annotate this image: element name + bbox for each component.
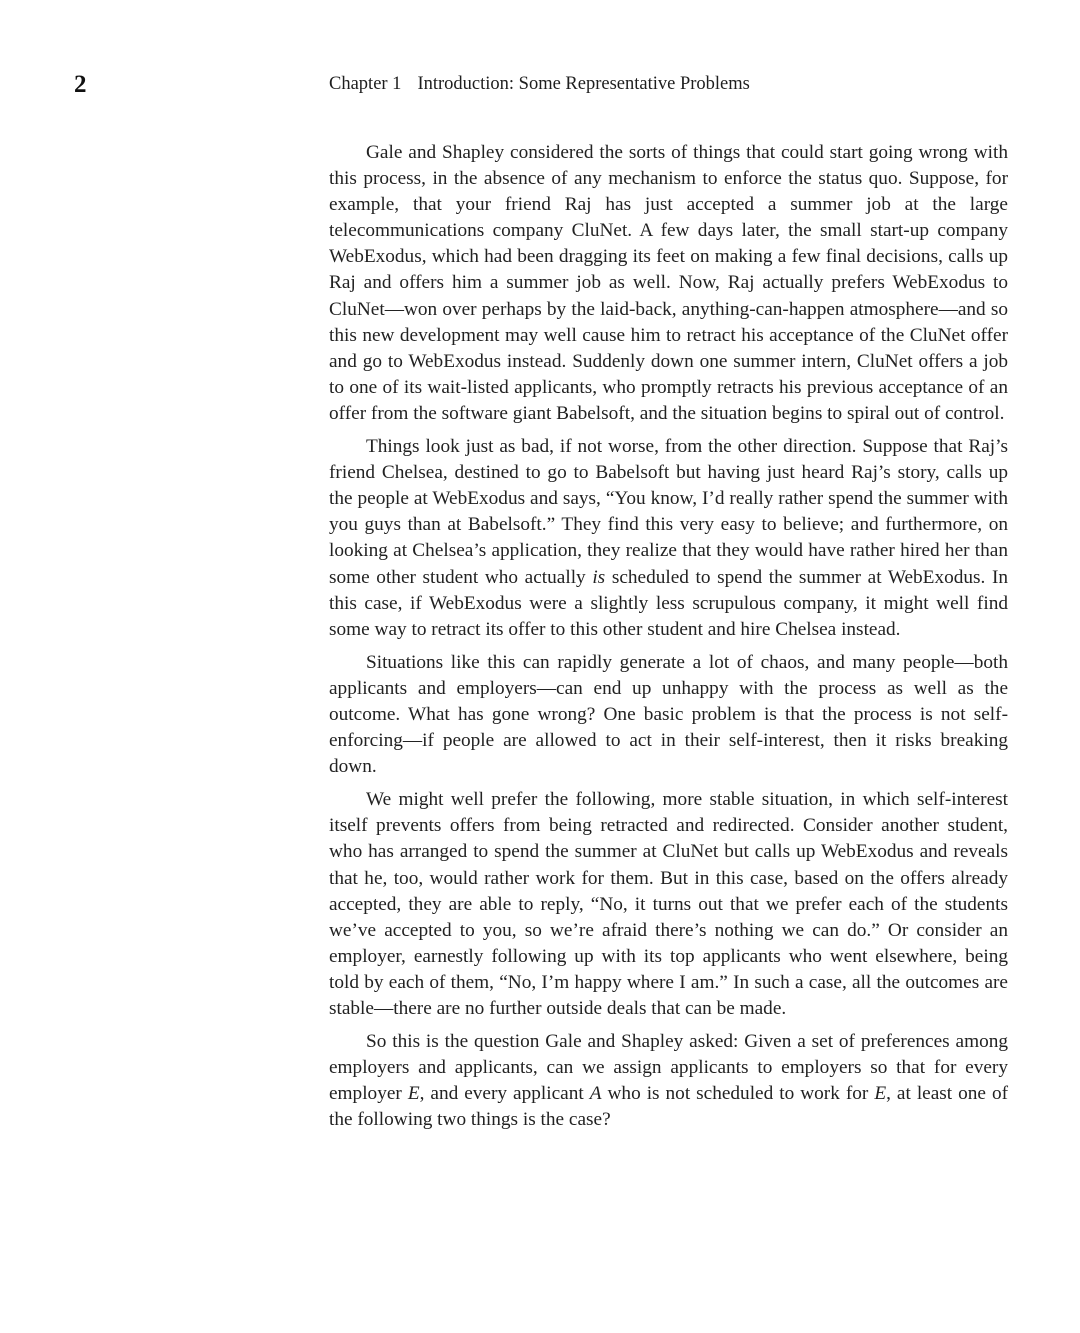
variable-e: E <box>874 1083 887 1105</box>
emphasis-is: is <box>592 566 606 588</box>
variable-e: E <box>407 1083 420 1105</box>
paragraph-5-part-4: , at least one of the following two things is the case? <box>329 1083 1009 1131</box>
paragraph-5-part-2: , and every applicant <box>419 1083 584 1105</box>
paragraph-2-part-2: scheduled to spend the summer at WebExodus. In this case, if WebExodus were a slightly less scrupulous company, it might well find some way to retract its offer to this other student and hire Chelsea instead. <box>329 566 1009 640</box>
body-text <box>329 140 1008 1133</box>
paragraph-3: Situations like this can rapidly generate a lot of chaos, and many people—both applicants and employers—can end up unhappy with the process as well as the outcome. What has gone wrong? One basic problem is that the process is not self-enforcing—if people are allowed to act in their self-interest, then it risks breaking down. <box>329 651 1008 778</box>
paragraph-1: Gale and Shapley considered the sorts of things that could start going wrong with this process, in the absence of any mechanism to enforce the status quo. Suppose, for example, that your friend Raj has just accepted a summer job at the large telecommunications company CluNet. A few days later, the small start-up company WebExodus, which had been dragging its feet on making a few final decisions, calls up Raj and offers him a summer job as well. Now, Raj actually prefers WebExodus to CluNet—won over perhaps by the laid-back, anything-can-happen atmosphere—and so this new development may well cause him to retract his acceptance of the CluNet offer and go to WebExodus instead. Suddenly down one summer intern, CluNet offers a job to one of its wait-listed applicants, who promptly retracts his previous acceptance of an offer from the software giant Babelsoft, and the situation begins to spiral out of control. <box>329 142 1008 424</box>
paragraph-4: We might well prefer the following, more stable situation, in which self-interest itself prevents offers from being retracted and redirected. Consider another student, who has arranged to spend the summer at CluNet but calls up WebExodus and reveals that he, too, would rather work for them. But in this case, based on the offers already accepted, they are able to reply, “No, it turns out that we prefer each of the students we’ve accepted to you, so we’re afraid there’s nothing we can do.” Or consider an employer, earnestly following up with its top applicants who went elsewhere, being told by each of them, “No, I’m happy where I am.” In such a case, all the outcomes are stable—there are no further outside deals that can be made. <box>329 789 1008 1019</box>
chapter-label: Chapter 1 <box>329 74 402 94</box>
paragraph-2-part-1: Things look just as bad, if not worse, from the other direction. Suppose that Raj’s friend Chelsea, destined to go to Babelsoft but having just heard Raj’s story, calls up the people at WebExodus and says, “You know, I’d really rather spend the summer with you guys than at Babelsoft.” They find this very easy to believe; and furthermore, on looking at Chelsea’s application, they realize that they would have rather hired her than some other student who actually <box>329 436 1008 588</box>
chapter-title: Introduction: Some Representative Problems <box>417 74 750 94</box>
paragraph-2 <box>329 434 1008 643</box>
page-number: 2 <box>74 71 87 98</box>
paragraph-5 <box>329 1029 1008 1133</box>
running-head <box>329 72 750 96</box>
variable-a: A <box>589 1083 602 1105</box>
paragraph-5-part-1: So this is the question Gale and Shapley asked: Given a set of preferences among employers and applicants, can we assign applicants to employers so that for every employer <box>329 1031 1008 1105</box>
paragraph-5-part-3: who is not scheduled to work for <box>607 1083 869 1105</box>
